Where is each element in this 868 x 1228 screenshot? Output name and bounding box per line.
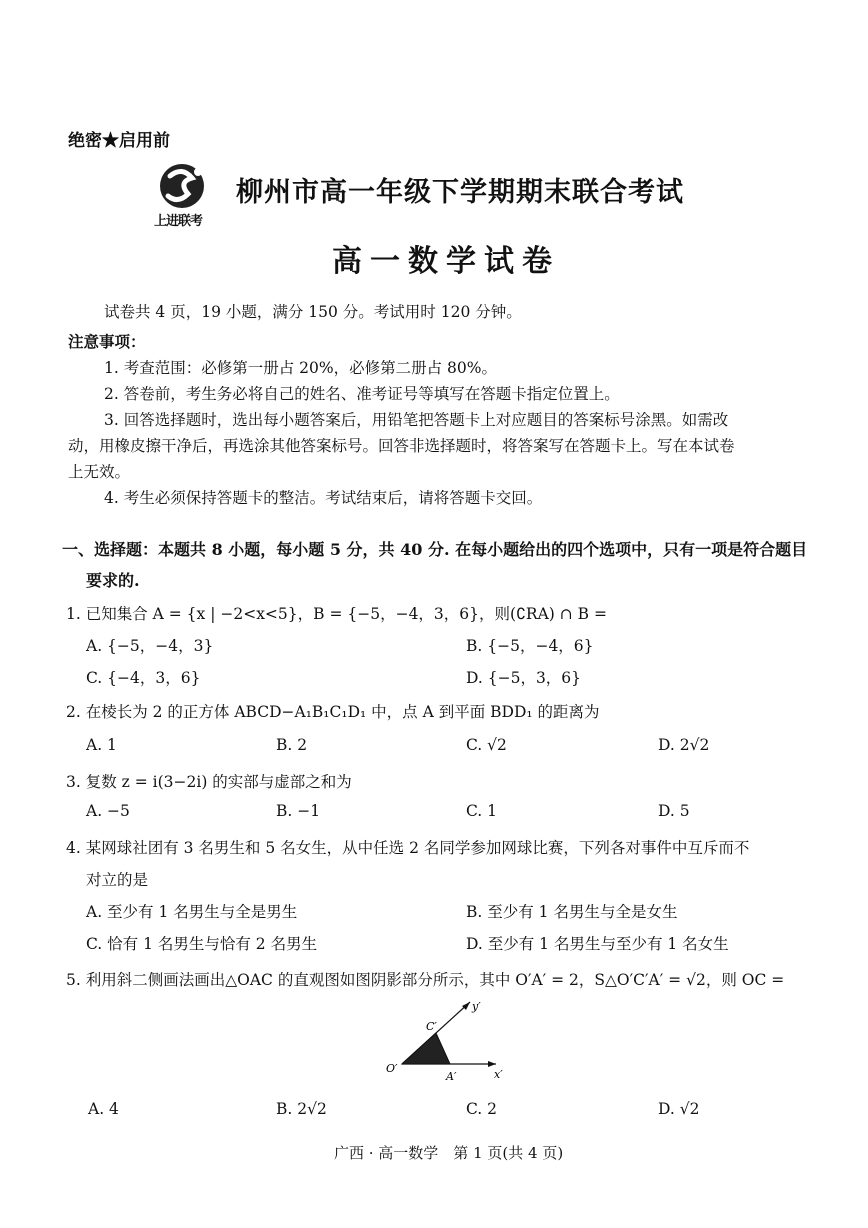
question-2-option-c: C. √2 [466, 736, 507, 754]
page-footer: 广西 · 高一数学 第 1 页(共 4 页) [334, 1144, 564, 1162]
note-item: 3. 回答选择题时，选出每小题答案后，用铅笔把答题卡上对应题目的答案标号涂黑。如需改 [104, 411, 729, 429]
question-5-option-a: A. 4 [88, 1100, 119, 1118]
question-2-option-d: D. 2√2 [658, 736, 710, 754]
label-a: A′ [446, 1070, 457, 1083]
question-5-option-d: D. √2 [658, 1100, 700, 1118]
note-item: 4. 考生必须保持答题卡的整洁。考试结束后，请将答题卡交回。 [104, 489, 543, 507]
label-c: C′ [426, 1020, 437, 1033]
question-5-option-b: B. 2√2 [276, 1100, 327, 1118]
section-heading: 一、选择题：本题共 8 小题，每小题 5 分，共 40 分. 在每小题给出的四个选项中，只有一项是符合题目 [62, 540, 808, 559]
question-5-stem: 5. 利用斜二侧画法画出△OAC 的直观图如图阴影部分所示，其中 O′A′ = 2，S△O′C′A′ = √2，则 OC = [66, 971, 785, 989]
question-4-stem: 4. 某网球社团有 3 名男生和 5 名女生，从中任选 2 名同学参加网球比赛，下列各对事件中互斥而不 [66, 839, 750, 857]
question-5-figure [384, 996, 514, 1086]
question-4-option-c: C. 恰有 1 名男生与恰有 2 名男生 [86, 935, 318, 953]
question-4-option-a: A. 至少有 1 名男生与全是男生 [86, 903, 298, 921]
question-4-option-b: B. 至少有 1 名男生与全是女生 [466, 903, 678, 921]
question-1-option-d: D. {−5，3，6} [466, 669, 582, 687]
note-item: 2. 答卷前，考生务必将自己的姓名、准考证号等填写在答题卡指定位置上。 [104, 385, 620, 403]
question-4-stem-cont: 对立的是 [86, 871, 149, 889]
note-item-cont: 动，用橡皮擦干净后，再选涂其他答案标号。回答非选择题时，将答案写在答题卡上。写在本试卷 [68, 437, 735, 455]
note-item: 1. 考查范围：必修第一册占 20%，必修第二册占 80%。 [104, 359, 497, 377]
x-axis-arrow-icon [488, 1061, 496, 1067]
confidential-label: 绝密★启用前 [68, 131, 170, 151]
question-3-stem: 3. 复数 z = i(3−2i) 的实部与虚部之和为 [66, 773, 352, 791]
label-y: y′ [472, 1000, 481, 1013]
exam-intro: 试卷共 4 页，19 小题，满分 150 分。考试用时 120 分钟。 [104, 303, 522, 321]
logo-emblem-icon [152, 160, 220, 212]
exam-logo [152, 160, 220, 230]
section-heading-cont: 要求的. [86, 571, 140, 590]
question-2-stem: 2. 在棱长为 2 的正方体 ABCD−A₁B₁C₁D₁ 中，点 A 到平面 BDD₁ 的距离为 [66, 703, 600, 721]
logo-text: 上进联考 [154, 214, 203, 229]
question-2-option-a: A. 1 [86, 736, 117, 754]
label-x: x′ [494, 1068, 503, 1081]
question-4-option-d: D. 至少有 1 名男生与至少有 1 名女生 [466, 935, 729, 953]
question-1-option-c: C. {−4，3，6} [86, 669, 201, 687]
question-3-option-c: C. 1 [466, 802, 498, 820]
note-item-cont: 上无效。 [68, 463, 131, 481]
paper-title: 高一数学试卷 [332, 244, 560, 279]
question-3-option-a: A. −5 [86, 802, 130, 820]
question-1-option-b: B. {−5，−4，6} [466, 637, 594, 655]
question-3-option-b: B. −1 [276, 802, 321, 820]
label-o: O′ [386, 1062, 398, 1075]
shaded-triangle [402, 1033, 450, 1064]
question-3-option-d: D. 5 [658, 802, 690, 820]
notes-heading: 注意事项： [68, 332, 146, 351]
exam-title: 柳州市高一年级下学期期末联合考试 [236, 177, 684, 208]
question-5-option-c: C. 2 [466, 1100, 498, 1118]
question-2-option-b: B. 2 [276, 736, 308, 754]
question-1-option-a: A. {−5，−4，3} [86, 637, 214, 655]
question-1-stem: 1. 已知集合 A = {x | −2<x<5}，B = {−5，−4，3，6}，则(∁RA) ∩ B = [66, 605, 607, 623]
